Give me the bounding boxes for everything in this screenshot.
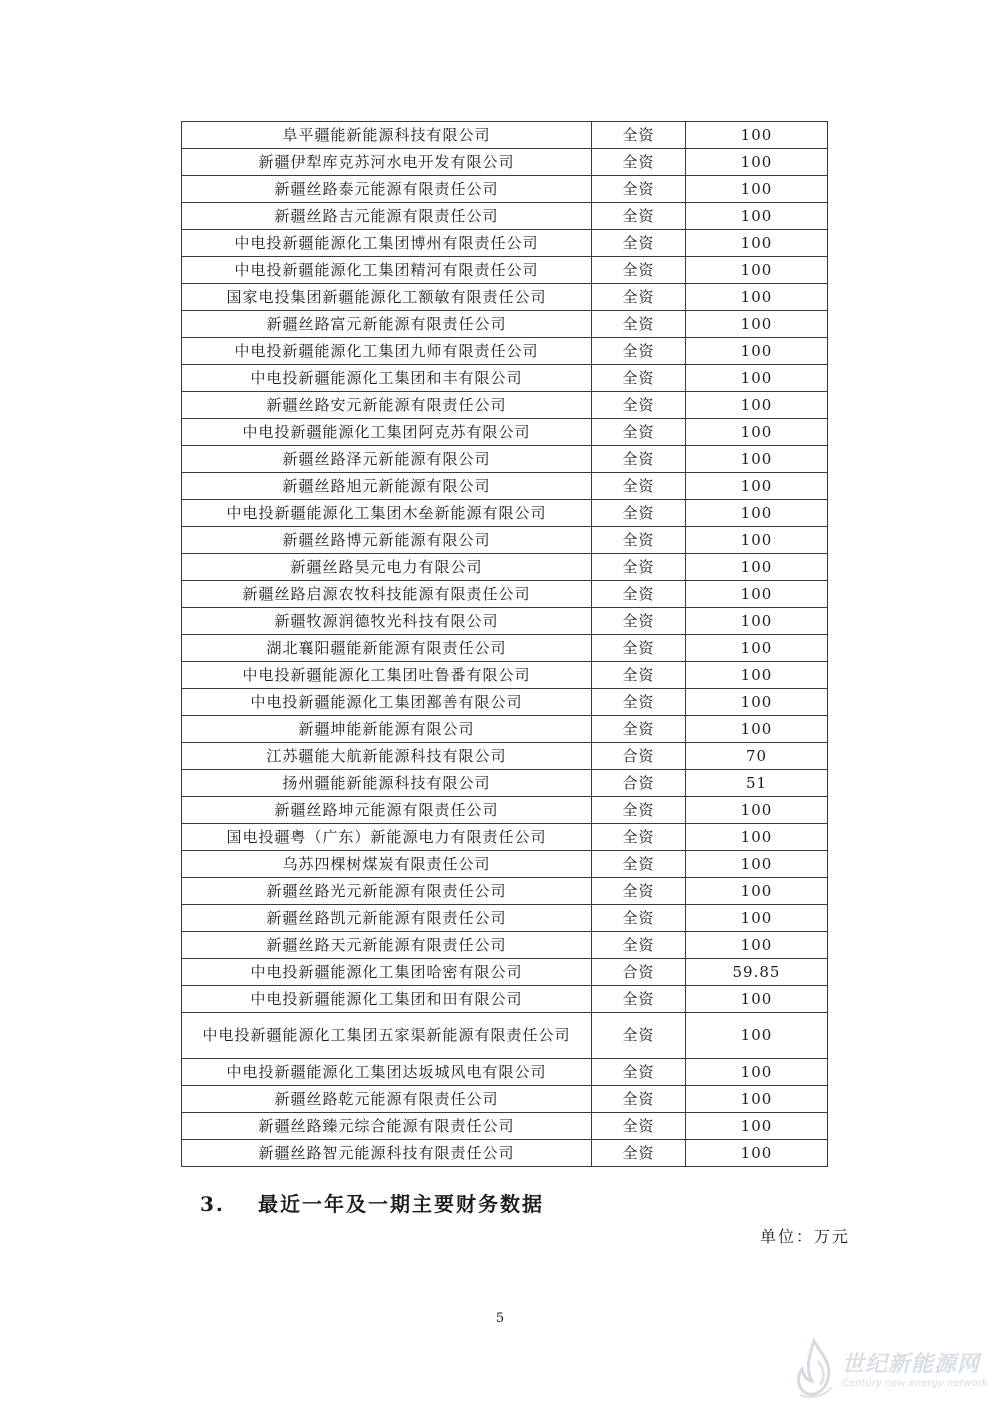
table-body <box>182 122 828 1167</box>
ownership-ratio-cell: 100 <box>686 824 828 851</box>
table-row <box>182 392 828 419</box>
company-name-cell: 新疆丝路旭元新能源有限公司 <box>182 473 592 500</box>
ownership-ratio-cell: 100 <box>686 365 828 392</box>
ownership-type-cell: 全资 <box>592 1140 686 1167</box>
table-row <box>182 932 828 959</box>
ownership-type-cell: 全资 <box>592 608 686 635</box>
ownership-type-cell: 全资 <box>592 986 686 1013</box>
ownership-ratio-cell: 100 <box>686 203 828 230</box>
company-name-cell: 新疆丝路博元新能源有限公司 <box>182 527 592 554</box>
table-row <box>182 608 828 635</box>
table-row <box>182 1013 828 1059</box>
company-name-cell: 新疆牧源润德牧光科技有限公司 <box>182 608 592 635</box>
ownership-type-cell: 全资 <box>592 527 686 554</box>
company-name-cell: 国家电投集团新疆能源化工额敏有限责任公司 <box>182 284 592 311</box>
section-title: 最近一年及一期主要财务数据 <box>258 1192 544 1216</box>
company-name-cell: 新疆丝路安元新能源有限责任公司 <box>182 392 592 419</box>
company-name-cell: 新疆丝路泰元能源有限责任公司 <box>182 176 592 203</box>
company-name-cell: 新疆丝路启源农牧科技能源有限责任公司 <box>182 581 592 608</box>
table-row <box>182 311 828 338</box>
ownership-ratio-cell: 100 <box>686 635 828 662</box>
ownership-type-cell: 全资 <box>592 365 686 392</box>
company-name-cell: 新疆丝路吉元能源有限责任公司 <box>182 203 592 230</box>
table-row <box>182 176 828 203</box>
ownership-ratio-cell: 100 <box>686 1140 828 1167</box>
ownership-ratio-cell: 100 <box>686 1013 828 1059</box>
ownership-ratio-cell: 100 <box>686 554 828 581</box>
table-row <box>182 743 828 770</box>
company-name-cell: 阜平疆能新能源科技有限公司 <box>182 122 592 149</box>
watermark <box>792 1337 992 1405</box>
table-row <box>182 824 828 851</box>
watermark-subtitle: Century new energy network <box>842 1378 988 1389</box>
company-name-cell: 中电投新疆能源化工集团博州有限责任公司 <box>182 230 592 257</box>
table-row <box>182 230 828 257</box>
company-name-cell: 新疆丝路坤元能源有限责任公司 <box>182 797 592 824</box>
ownership-type-cell: 全资 <box>592 419 686 446</box>
ownership-ratio-cell: 100 <box>686 1113 828 1140</box>
ownership-type-cell: 全资 <box>592 689 686 716</box>
ownership-type-cell: 合资 <box>592 770 686 797</box>
unit-label: 单位：万元 <box>759 1227 850 1246</box>
ownership-ratio-cell: 100 <box>686 797 828 824</box>
table-row <box>182 689 828 716</box>
table-row <box>182 257 828 284</box>
company-name-cell: 新疆坤能新能源有限公司 <box>182 716 592 743</box>
company-name-cell: 中电投新疆能源化工集团和田有限公司 <box>182 986 592 1013</box>
table-row <box>182 851 828 878</box>
table-row <box>182 419 828 446</box>
ownership-ratio-cell: 51 <box>686 770 828 797</box>
ownership-ratio-cell: 100 <box>686 1059 828 1086</box>
ownership-type-cell: 全资 <box>592 122 686 149</box>
ownership-ratio-cell: 100 <box>686 581 828 608</box>
ownership-type-cell: 全资 <box>592 392 686 419</box>
company-name-cell: 中电投新疆能源化工集团和丰有限公司 <box>182 365 592 392</box>
ownership-ratio-cell: 100 <box>686 338 828 365</box>
company-name-cell: 新疆伊犁库克苏河水电开发有限公司 <box>182 149 592 176</box>
table-row <box>182 1140 828 1167</box>
ownership-type-cell: 全资 <box>592 851 686 878</box>
ownership-ratio-cell: 100 <box>686 230 828 257</box>
ownership-ratio-cell: 100 <box>686 500 828 527</box>
ownership-ratio-cell: 100 <box>686 122 828 149</box>
ownership-type-cell: 全资 <box>592 1059 686 1086</box>
watermark-title: 世纪新能源网 <box>842 1352 981 1377</box>
table-row <box>182 284 828 311</box>
company-name-cell: 国电投疆粤（广东）新能源电力有限责任公司 <box>182 824 592 851</box>
table-row <box>182 203 828 230</box>
ownership-type-cell: 全资 <box>592 338 686 365</box>
ownership-ratio-cell: 100 <box>686 986 828 1013</box>
company-name-cell: 中电投新疆能源化工集团鄯善有限公司 <box>182 689 592 716</box>
ownership-type-cell: 全资 <box>592 1086 686 1113</box>
ownership-ratio-cell: 100 <box>686 284 828 311</box>
subsidiaries-table <box>181 121 828 1167</box>
company-name-cell: 新疆丝路昊元电力有限公司 <box>182 554 592 581</box>
table-row <box>182 122 828 149</box>
ownership-type-cell: 全资 <box>592 473 686 500</box>
table-row <box>182 365 828 392</box>
company-name-cell: 新疆丝路泽元新能源有限公司 <box>182 446 592 473</box>
ownership-ratio-cell: 100 <box>686 716 828 743</box>
page-number: 5 <box>495 1311 505 1326</box>
ownership-type-cell: 全资 <box>592 878 686 905</box>
ownership-ratio-cell: 100 <box>686 608 828 635</box>
ownership-ratio-cell: 100 <box>686 446 828 473</box>
table-row <box>182 473 828 500</box>
ownership-type-cell: 全资 <box>592 1013 686 1059</box>
ownership-type-cell: 合资 <box>592 959 686 986</box>
table-row <box>182 581 828 608</box>
table-row <box>182 905 828 932</box>
company-name-cell: 新疆丝路臻元综合能源有限责任公司 <box>182 1113 592 1140</box>
table-row <box>182 635 828 662</box>
ownership-ratio-cell: 100 <box>686 527 828 554</box>
table-row <box>182 500 828 527</box>
company-name-cell: 中电投新疆能源化工集团精河有限责任公司 <box>182 257 592 284</box>
table-row <box>182 338 828 365</box>
company-name-cell: 中电投新疆能源化工集团吐鲁番有限公司 <box>182 662 592 689</box>
ownership-ratio-cell: 100 <box>686 905 828 932</box>
ownership-ratio-cell: 100 <box>686 257 828 284</box>
ownership-type-cell: 全资 <box>592 716 686 743</box>
company-name-cell: 乌苏四棵树煤炭有限责任公司 <box>182 851 592 878</box>
company-name-cell: 新疆丝路富元新能源有限责任公司 <box>182 311 592 338</box>
company-name-cell: 中电投新疆能源化工集团木垒新能源有限公司 <box>182 500 592 527</box>
ownership-type-cell: 全资 <box>592 311 686 338</box>
ownership-type-cell: 合资 <box>592 743 686 770</box>
table-row <box>182 527 828 554</box>
ownership-type-cell: 全资 <box>592 797 686 824</box>
table-row <box>182 662 828 689</box>
ownership-ratio-cell: 70 <box>686 743 828 770</box>
ownership-ratio-cell: 100 <box>686 473 828 500</box>
ownership-type-cell: 全资 <box>592 149 686 176</box>
ownership-type-cell: 全资 <box>592 905 686 932</box>
company-name-cell: 湖北襄阳疆能新能源有限责任公司 <box>182 635 592 662</box>
company-name-cell: 中电投新疆能源化工集团阿克苏有限公司 <box>182 419 592 446</box>
section-number: 3. <box>200 1192 225 1216</box>
ownership-ratio-cell: 100 <box>686 689 828 716</box>
company-name-cell: 新疆丝路智元能源科技有限责任公司 <box>182 1140 592 1167</box>
ownership-type-cell: 全资 <box>592 1113 686 1140</box>
ownership-type-cell: 全资 <box>592 230 686 257</box>
ownership-type-cell: 全资 <box>592 662 686 689</box>
ownership-type-cell: 全资 <box>592 284 686 311</box>
section-heading <box>200 1188 544 1217</box>
table-row <box>182 797 828 824</box>
ownership-ratio-cell: 100 <box>686 419 828 446</box>
company-name-cell: 新疆丝路光元新能源有限责任公司 <box>182 878 592 905</box>
company-name-cell: 中电投新疆能源化工集团达坂城风电有限公司 <box>182 1059 592 1086</box>
ownership-ratio-cell: 100 <box>686 878 828 905</box>
table-row <box>182 1086 828 1113</box>
ownership-type-cell: 全资 <box>592 500 686 527</box>
company-name-cell: 扬州疆能新能源科技有限公司 <box>182 770 592 797</box>
ownership-ratio-cell: 100 <box>686 176 828 203</box>
company-name-cell: 新疆丝路凯元新能源有限责任公司 <box>182 905 592 932</box>
table-row <box>182 446 828 473</box>
company-name-cell: 中电投新疆能源化工集团九师有限责任公司 <box>182 338 592 365</box>
company-name-cell: 江苏疆能大航新能源科技有限公司 <box>182 743 592 770</box>
table-row <box>182 716 828 743</box>
company-name-cell: 新疆丝路天元新能源有限责任公司 <box>182 932 592 959</box>
ownership-type-cell: 全资 <box>592 554 686 581</box>
ownership-ratio-cell: 100 <box>686 1086 828 1113</box>
table-row <box>182 1113 828 1140</box>
table-row <box>182 770 828 797</box>
ownership-ratio-cell: 100 <box>686 149 828 176</box>
table-row <box>182 959 828 986</box>
ownership-type-cell: 全资 <box>592 446 686 473</box>
ownership-type-cell: 全资 <box>592 932 686 959</box>
ownership-type-cell: 全资 <box>592 203 686 230</box>
company-name-cell: 中电投新疆能源化工集团哈密有限公司 <box>182 959 592 986</box>
ownership-ratio-cell: 100 <box>686 662 828 689</box>
ownership-ratio-cell: 59.85 <box>686 959 828 986</box>
company-name-cell: 中电投新疆能源化工集团五家渠新能源有限责任公司 <box>182 1013 592 1059</box>
company-name-cell: 新疆丝路乾元能源有限责任公司 <box>182 1086 592 1113</box>
flame-logo-icon <box>792 1337 838 1401</box>
ownership-type-cell: 全资 <box>592 635 686 662</box>
table-row <box>182 1059 828 1086</box>
ownership-ratio-cell: 100 <box>686 311 828 338</box>
table-row <box>182 878 828 905</box>
ownership-ratio-cell: 100 <box>686 932 828 959</box>
ownership-ratio-cell: 100 <box>686 851 828 878</box>
table-row <box>182 149 828 176</box>
ownership-type-cell: 全资 <box>592 257 686 284</box>
ownership-ratio-cell: 100 <box>686 392 828 419</box>
table-row <box>182 986 828 1013</box>
ownership-type-cell: 全资 <box>592 824 686 851</box>
table-row <box>182 554 828 581</box>
ownership-type-cell: 全资 <box>592 176 686 203</box>
ownership-type-cell: 全资 <box>592 581 686 608</box>
